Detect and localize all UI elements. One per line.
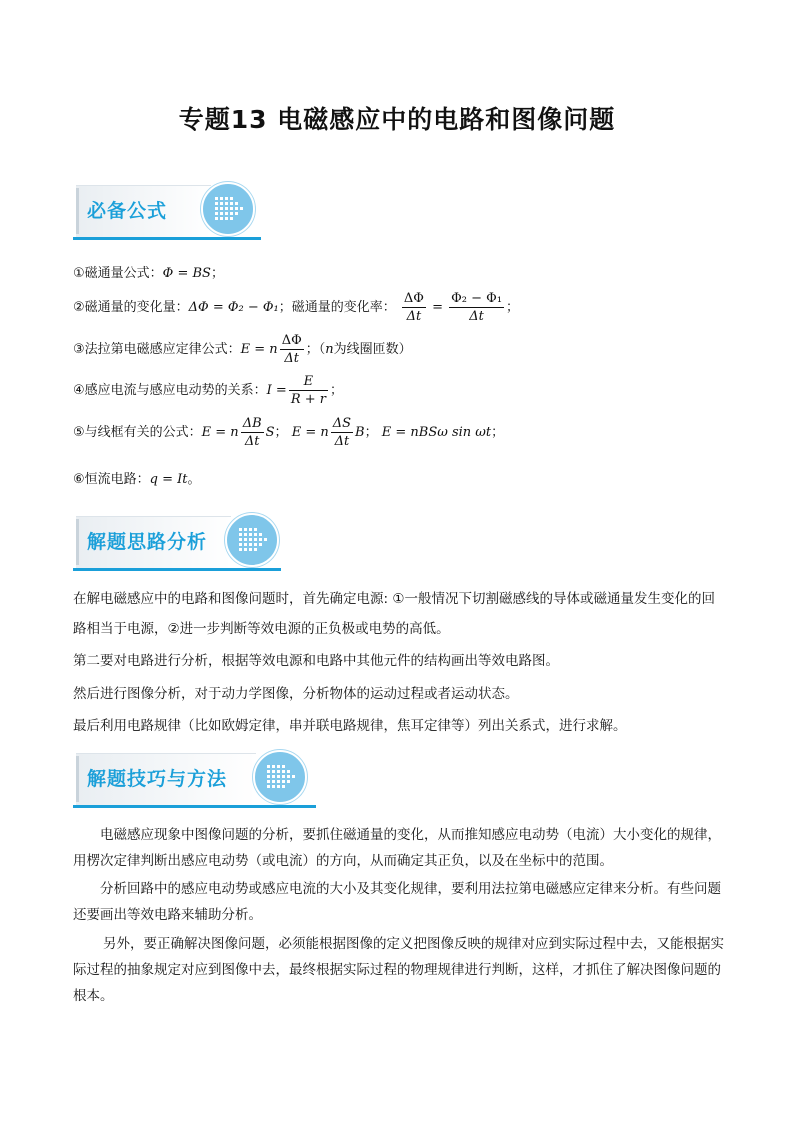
formula-6: ⑥恒流电路：q = It。 xyxy=(73,472,201,487)
formula-4: ④感应电流与感应电动势的关系：I = $\frac{E}{R + r}$ ； xyxy=(73,374,344,407)
formula-1: ①磁通量公式：Φ = BS； xyxy=(73,266,224,281)
section-title: 解题技巧与方法 xyxy=(87,768,228,790)
dot-grid-icon xyxy=(253,750,307,804)
methods-paragraph-2: 分析回路中的感应电动势或感应电流的大小及其变化规律，要利用法拉第电磁感应定律来分析。有些问题还要画出等效电路来辅助分析。 xyxy=(73,881,721,923)
dot-grid-icon xyxy=(201,182,255,236)
methods-paragraph-1: 电磁感应现象中图像问题的分析，要抓住磁通量的变化，从而推知感应电动势（电流）大小变化的规律，用楞次定律判断出感应电动势（或电流）的方向，从而确定其正负，以及在坐标中的范围。 xyxy=(73,827,721,869)
section-header-formulas xyxy=(73,182,263,244)
analysis-paragraph-1: 在解电磁感应中的电路和图像问题时，首先确定电源: ①一般情况下切割磁感线的导体或磁通量发生变化的回路相当于电源，②进一步判断等效电源的正负极或电势的高低。 xyxy=(73,591,715,637)
analysis-paragraph-3: 然后进行图像分析，对于动力学图像，分析物体的运动过程或者运动状态。 xyxy=(73,686,519,702)
methods-paragraph-3: 另外，要正确解决图像问题，必须能根据图像的定义把图像反映的规律对应到实际过程中去，又能根据实际过程的抽象规定对应到图像中去，最终根据实际过程的物理规律进行判断，这样，才抓住了解决图像问题的根本。 xyxy=(73,936,724,1004)
dot-grid-icon xyxy=(225,513,279,567)
formula-5: ⑤与线框有关的公式：E = n $\frac{\Delta B}{\Delta t}$ S； E = n $\frac{\Delta S}{\Delta t}$ B； E = nBSω sin ωt； xyxy=(73,416,505,449)
page-title: 专题13 电磁感应中的电路和图像问题 xyxy=(178,105,616,134)
section-header-analysis xyxy=(73,513,283,575)
section-header-methods xyxy=(73,750,318,812)
section-title: 解题思路分析 xyxy=(87,531,208,553)
section-title: 必备公式 xyxy=(87,200,168,222)
formula-3: ③法拉第电磁感应定律公式：E = n $\frac{\Delta\Phi}{\Delta t}$ ；（n为线圈匝数） xyxy=(73,333,412,366)
formula-2: ②磁通量的变化量：ΔΦ = Φ₂ − Φ₁；磁通量的变化率： $\frac{\Delta\Phi}{\Delta t}$ = $\frac{\text{Φ₂ − Φ₁}}{\Delta t}$ ； xyxy=(73,291,520,324)
analysis-paragraph-2: 第二要对电路进行分析，根据等效电源和电路中其他元件的结构画出等效电路图。 xyxy=(73,653,559,669)
analysis-paragraph-4: 最后利用电路规律（比如欧姆定律，串并联电路规律，焦耳定律等）列出关系式，进行求解。 xyxy=(73,718,627,734)
